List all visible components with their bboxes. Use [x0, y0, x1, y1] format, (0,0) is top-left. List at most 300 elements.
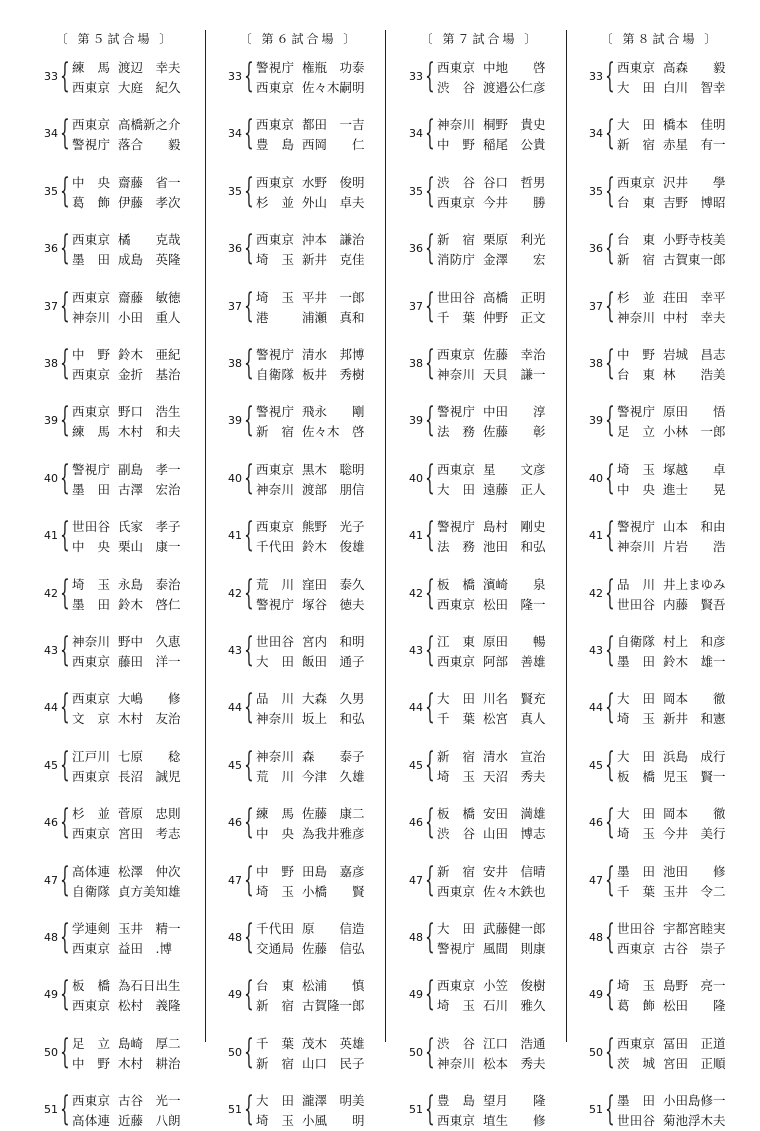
match-entry [385, 632, 575, 672]
match-number: 38 [409, 357, 423, 370]
competitor-row [617, 919, 745, 939]
competitor-affiliation: 西東京 [437, 347, 475, 362]
match-number: 47 [44, 873, 58, 887]
competitor-affiliation: 警視庁 [437, 941, 475, 956]
competitor-row [617, 288, 745, 308]
match-entry [204, 285, 394, 328]
match-number: 40 [409, 471, 423, 485]
competitor-affiliation: 品 川 [617, 576, 655, 592]
competitor-name: 原田 暢 [483, 634, 546, 649]
competitor-affiliation: 西東京 [437, 1113, 475, 1129]
match-number: 44 [589, 701, 603, 715]
brace-icon: { [244, 687, 254, 728]
competitor-affiliation: 渋 谷 [437, 80, 475, 95]
brace-icon: { [244, 859, 254, 900]
competitor-affiliation: 大 田 [437, 481, 475, 497]
brace-icon: { [60, 687, 70, 728]
competitor-affiliation: 品 川 [256, 691, 294, 707]
match-number: 46 [409, 816, 423, 830]
competitor-row [256, 230, 384, 250]
competitor-name: 茂木 英雄 [302, 1035, 365, 1051]
competitor-affiliation: 西東京 [72, 232, 110, 248]
brace-icon: { [425, 802, 435, 843]
match-number: 49 [44, 988, 58, 1002]
match-number: 35 [409, 184, 423, 198]
competitor-affiliation: 板 橋 [617, 768, 655, 784]
match-entry [20, 345, 210, 385]
competitor-row [437, 824, 565, 844]
competitor-affiliation: 千 葉 [617, 883, 655, 899]
competitor-affiliation: 西東京 [72, 768, 110, 784]
competitor-affiliation: 千代田 [256, 921, 294, 936]
brace-icon: { [605, 1031, 615, 1072]
competitor-affiliation: 渋 谷 [437, 826, 475, 842]
competitor-affiliation: 西東京 [72, 404, 110, 420]
competitor-row [437, 632, 565, 652]
brace-icon: { [60, 1031, 70, 1072]
match-number: 45 [44, 758, 58, 772]
competitor-row [72, 58, 200, 78]
brace-icon: { [425, 515, 435, 556]
competitor-row [256, 1034, 384, 1054]
competitor-row [617, 1091, 745, 1111]
competitor-row [617, 862, 745, 882]
competitor-affiliation: 大 田 [437, 921, 475, 936]
competitor-row [72, 460, 200, 480]
competitor-row [72, 632, 200, 652]
competitor-name: 玉井 令二 [663, 883, 726, 899]
competitor-row [72, 288, 200, 308]
competitor-name: 松宮 真人 [483, 711, 546, 727]
match-number: 41 [589, 529, 603, 543]
match-entry [20, 230, 210, 270]
competitor-affiliation: 中 野 [437, 137, 475, 153]
competitor-name: 板井 秀樹 [302, 367, 365, 382]
competitor-name: 大嶋 修 [118, 691, 181, 707]
competitor-name: 田島 嘉彦 [302, 863, 365, 879]
brace-icon: { [60, 228, 70, 269]
brace-icon: { [60, 974, 70, 1015]
competitor-affiliation: 世田谷 [437, 289, 475, 305]
brace-icon: { [244, 1031, 254, 1072]
match-number: 43 [409, 644, 423, 657]
competitor-row [256, 517, 384, 537]
match-entry [20, 58, 210, 98]
competitor-row [437, 1111, 565, 1131]
competitor-name: 菊池浮木夫 [663, 1113, 726, 1129]
brace-icon: { [425, 687, 435, 728]
competitor-affiliation: 西東京 [72, 998, 110, 1014]
match-entry [385, 285, 575, 328]
competitor-affiliation: 神奈川 [617, 309, 655, 325]
competitor-affiliation: 神奈川 [256, 481, 294, 497]
competitor-affiliation: 杉 並 [617, 289, 655, 305]
match-entry [20, 402, 210, 442]
competitor-name: 冨田 正道 [663, 1035, 726, 1051]
match-number: 38 [589, 357, 603, 370]
brace-icon: { [605, 457, 615, 498]
competitor-row [437, 747, 565, 767]
competitor-row [437, 365, 565, 385]
brace-icon: { [605, 400, 615, 441]
court-title: 〔 第８試合場 〕 [600, 32, 720, 46]
competitor-row [256, 689, 384, 709]
competitor-affiliation: 新 宿 [256, 424, 294, 440]
match-entry [20, 919, 210, 959]
competitor-affiliation: 西東京 [437, 194, 475, 210]
match-entry [20, 744, 210, 787]
match-entry [204, 689, 394, 729]
competitor-row [256, 58, 384, 78]
competitor-row [256, 173, 384, 193]
competitor-row [617, 804, 745, 824]
competitor-row [617, 939, 745, 959]
match-number: 36 [44, 242, 58, 256]
competitor-affiliation: 埼 玉 [437, 998, 475, 1014]
competitor-name: 塚谷 徳夫 [302, 596, 365, 612]
competitor-affiliation: 西東京 [72, 289, 110, 305]
competitor-row [437, 882, 565, 902]
match-entry [204, 230, 394, 270]
competitor-row [437, 288, 565, 308]
match-number: 48 [589, 931, 603, 944]
brace-icon: { [605, 630, 615, 670]
competitor-affiliation: 神奈川 [437, 1055, 475, 1071]
competitor-name: 坂上 和弘 [302, 711, 365, 727]
match-entry [204, 744, 394, 787]
competitor-name: 白川 智幸 [663, 80, 726, 95]
competitor-row [72, 804, 200, 824]
competitor-row [256, 115, 384, 135]
competitor-row [256, 345, 384, 365]
competitor-affiliation: 法 務 [437, 539, 475, 555]
competitor-row [437, 480, 565, 500]
competitor-row [437, 135, 565, 155]
competitor-affiliation: 西東京 [617, 60, 655, 75]
competitor-name: 金折 基治 [118, 367, 181, 382]
brace-icon: { [60, 859, 70, 900]
competitor-row [617, 173, 745, 193]
brace-icon: { [425, 457, 435, 498]
competitor-affiliation: 消防庁 [437, 252, 475, 268]
competitor-affiliation: 中 野 [256, 863, 294, 879]
competitor-name: 古澤 宏治 [118, 481, 181, 497]
competitor-row [437, 115, 565, 135]
match-entry [385, 115, 575, 155]
competitor-row [437, 230, 565, 250]
competitor-row [72, 976, 200, 996]
competitor-affiliation: 警視庁 [437, 519, 475, 535]
competitor-name: 今井 勝 [483, 194, 546, 210]
match-number: 41 [228, 529, 242, 543]
competitor-name: 鈴木 亜紀 [118, 347, 181, 362]
competitor-row [72, 173, 200, 193]
match-number: 39 [228, 414, 242, 428]
competitor-row [437, 767, 565, 787]
competitor-row [256, 422, 384, 442]
competitor-row [256, 767, 384, 787]
competitor-row [617, 115, 745, 135]
competitor-affiliation: 板 橋 [437, 806, 475, 822]
competitor-name: 島村 剛史 [483, 519, 546, 535]
match-number: 50 [409, 1045, 423, 1059]
competitor-affiliation: 板 橋 [437, 576, 475, 592]
competitor-name: 仲野 正文 [483, 309, 546, 325]
match-entry [204, 919, 394, 959]
match-number: 51 [409, 1103, 423, 1117]
match-entry [385, 744, 575, 787]
match-entry [565, 1031, 755, 1074]
match-entry [204, 402, 394, 442]
competitor-name: 井上まゆみ [663, 576, 726, 592]
competitor-affiliation: 交通局 [256, 941, 294, 956]
competitor-name: 原 信造 [302, 921, 365, 936]
competitor-name: 鈴木 雄一 [663, 654, 726, 669]
competitor-name: 天貝 謙一 [483, 367, 546, 382]
match-entry [565, 919, 755, 959]
competitor-affiliation: 神奈川 [72, 634, 110, 649]
competitor-affiliation: 新 宿 [617, 137, 655, 153]
competitor-name: 児玉 賢一 [663, 768, 726, 784]
competitor-name: 塚越 卓 [663, 461, 726, 477]
competitor-row [256, 632, 384, 652]
competitor-row [437, 1091, 565, 1111]
competitor-row [617, 460, 745, 480]
competitor-name: 片岩 浩 [663, 539, 726, 555]
match-number: 44 [228, 701, 242, 715]
competitor-affiliation: 西東京 [617, 941, 655, 956]
match-number: 51 [589, 1103, 603, 1117]
competitor-name: 石川 雅久 [483, 998, 546, 1014]
competitor-row [437, 345, 565, 365]
competitor-row [256, 402, 384, 422]
competitor-affiliation: 西東京 [72, 1093, 110, 1109]
competitor-name: 野口 浩生 [118, 404, 181, 420]
competitor-name: 栗山 康一 [118, 539, 181, 555]
competitor-name: 佐藤 彰 [483, 424, 546, 440]
competitor-affiliation: 自衛隊 [72, 883, 110, 899]
competitor-affiliation: 渋 谷 [437, 1035, 475, 1051]
match-number: 47 [589, 873, 603, 887]
brace-icon: { [60, 56, 70, 96]
competitor-affiliation: 中 央 [256, 826, 294, 842]
competitor-name: 渡邉公仁彦 [483, 80, 546, 95]
brace-icon: { [425, 285, 435, 326]
competitor-name: 橋本 佳明 [663, 117, 726, 133]
competitor-row [437, 78, 565, 98]
brace-icon: { [60, 917, 70, 957]
brace-icon: { [605, 113, 615, 154]
court-column [204, 0, 394, 1130]
competitor-affiliation: 板 橋 [72, 978, 110, 994]
competitor-name: 山口 民子 [302, 1055, 365, 1071]
match-entry [385, 859, 575, 902]
match-number: 43 [228, 644, 242, 657]
match-number: 46 [228, 816, 242, 830]
brace-icon: { [244, 170, 254, 211]
competitor-row [72, 135, 200, 155]
match-number: 47 [409, 873, 423, 887]
competitor-affiliation: 神奈川 [617, 539, 655, 555]
competitor-affiliation: 警視庁 [72, 137, 110, 153]
match-number: 48 [409, 931, 423, 944]
competitor-row [617, 689, 745, 709]
match-number: 34 [589, 127, 603, 141]
match-entry [204, 345, 394, 385]
brace-icon: { [605, 170, 615, 211]
competitor-affiliation: 神奈川 [256, 711, 294, 727]
competitor-affiliation: 埼 玉 [437, 768, 475, 784]
competitor-row [72, 230, 200, 250]
competitor-affiliation: 警視庁 [617, 404, 655, 420]
competitor-row [256, 575, 384, 595]
competitor-affiliation: 中 野 [72, 1055, 110, 1071]
competitor-name: 小林 一郎 [663, 424, 726, 440]
competitor-name: 栗原 利光 [483, 232, 546, 248]
competitor-name: 望月 隆 [483, 1093, 546, 1109]
competitor-affiliation: 警視庁 [256, 596, 294, 612]
brace-icon: { [244, 1089, 254, 1130]
competitor-affiliation: 千 葉 [437, 711, 475, 727]
competitor-row [72, 1054, 200, 1074]
competitor-name: 中地 啓 [483, 60, 546, 75]
competitor-row [617, 365, 745, 385]
match-entry [565, 58, 755, 98]
match-entry [565, 457, 755, 500]
competitor-name: 島野 亮一 [663, 978, 726, 994]
competitor-row [437, 976, 565, 996]
competitor-row [72, 78, 200, 98]
competitor-affiliation: 中 央 [72, 539, 110, 555]
match-number: 35 [228, 184, 242, 198]
competitor-name: 宮田 考志 [118, 826, 181, 842]
match-number: 35 [44, 184, 58, 198]
match-number: 37 [589, 299, 603, 313]
competitor-affiliation: 自衛隊 [256, 367, 294, 382]
competitor-affiliation: 大 田 [617, 748, 655, 764]
brace-icon: { [60, 572, 70, 613]
competitor-name: 小風 明 [302, 1113, 365, 1129]
match-number: 50 [228, 1045, 242, 1059]
competitor-name: 松澤 仲次 [118, 863, 181, 879]
match-number: 45 [228, 758, 242, 772]
competitor-affiliation: 世田谷 [617, 596, 655, 612]
competitor-affiliation: 埼 玉 [256, 252, 294, 268]
competitor-affiliation: 文 京 [72, 711, 110, 727]
competitor-affiliation: 杉 並 [72, 806, 110, 822]
competitor-row [437, 939, 565, 959]
competitor-name: 鈴木 啓仁 [118, 596, 181, 612]
competitor-row [72, 767, 200, 787]
competitor-row [72, 1034, 200, 1054]
competitor-affiliation: 新 宿 [437, 863, 475, 879]
match-entry [385, 517, 575, 557]
competitor-affiliation: 西東京 [72, 117, 110, 133]
competitor-name: 齋藤 省一 [118, 174, 181, 190]
competitor-row [256, 919, 384, 939]
competitor-affiliation: 大 田 [256, 1093, 294, 1109]
match-entry [385, 689, 575, 729]
competitor-name: 佐々木鉄也 [483, 883, 546, 899]
brace-icon: { [60, 343, 70, 383]
competitor-name: 氏家 孝子 [118, 519, 181, 535]
brace-icon: { [60, 400, 70, 441]
competitor-name: 永島 泰治 [118, 576, 181, 592]
competitor-row [72, 575, 200, 595]
competitor-affiliation: 西東京 [437, 654, 475, 669]
competitor-name: 七原 稔 [118, 748, 181, 764]
competitor-name: 小田 重人 [118, 309, 181, 325]
match-number: 42 [228, 586, 242, 600]
match-entry [204, 804, 394, 844]
brace-icon: { [60, 457, 70, 498]
match-entry [385, 170, 575, 213]
competitor-row [72, 193, 200, 213]
competitor-row [256, 862, 384, 882]
competitor-affiliation: 中 央 [72, 174, 110, 190]
competitor-name: 荘田 幸平 [663, 289, 726, 305]
match-number: 41 [44, 529, 58, 543]
competitor-name: 松本 秀夫 [483, 1055, 546, 1071]
competitor-name: 濱崎 泉 [483, 576, 546, 592]
brace-icon: { [425, 744, 435, 785]
competitor-row [617, 747, 745, 767]
competitor-affiliation: 西東京 [437, 461, 475, 477]
competitor-row [437, 250, 565, 270]
competitor-row [617, 517, 745, 537]
competitor-name: 安田 満雄 [483, 806, 546, 822]
competitor-name: 西岡 仁 [302, 137, 365, 153]
competitor-row [437, 460, 565, 480]
competitor-row [256, 78, 384, 98]
competitor-affiliation: 埼 玉 [256, 1113, 294, 1129]
competitor-name: 成島 英隆 [118, 252, 181, 268]
brace-icon: { [244, 113, 254, 154]
competitor-affiliation: 西東京 [256, 80, 294, 95]
competitor-name: 外山 卓夫 [302, 194, 365, 210]
competitor-name: 益田 .博 [118, 941, 172, 956]
competitor-name: 小笠 俊樹 [483, 978, 546, 994]
competitor-affiliation: 豊 島 [437, 1093, 475, 1109]
competitor-affiliation: 港 [256, 309, 269, 325]
brace-icon: { [605, 687, 615, 728]
competitor-affiliation: 警視庁 [72, 461, 110, 477]
competitor-affiliation: 埼 玉 [617, 711, 655, 727]
competitor-row [617, 976, 745, 996]
match-number: 49 [228, 988, 242, 1002]
competitor-name: 谷口 哲男 [483, 174, 546, 190]
competitor-row [617, 767, 745, 787]
competitor-affiliation: 荒 川 [256, 576, 294, 592]
competitor-row [72, 747, 200, 767]
match-number: 42 [409, 586, 423, 600]
competitor-affiliation: 新 宿 [256, 998, 294, 1014]
match-entry [204, 632, 394, 672]
match-number: 49 [589, 988, 603, 1002]
competitor-row [72, 308, 200, 328]
competitor-name: 齋藤 敏徳 [118, 289, 181, 305]
competitor-row [617, 308, 745, 328]
competitor-row [617, 1054, 745, 1074]
competitor-affiliation: 世田谷 [72, 519, 110, 535]
brace-icon: { [425, 343, 435, 383]
match-number: 46 [589, 816, 603, 830]
competitor-name: 武藤健一郎 [483, 921, 546, 936]
brace-icon: { [605, 572, 615, 613]
competitor-row [617, 78, 745, 98]
brace-icon: { [605, 56, 615, 96]
match-number: 36 [409, 242, 423, 256]
